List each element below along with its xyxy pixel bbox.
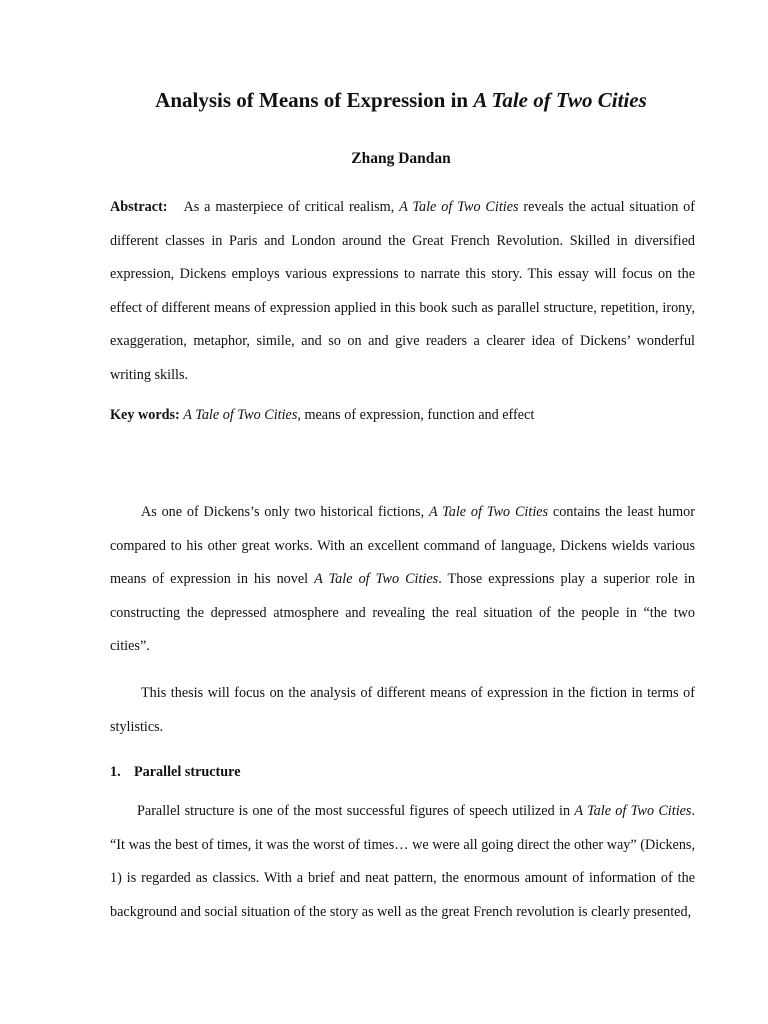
intro-paragraph-1 xyxy=(110,496,695,664)
section-paragraph xyxy=(110,795,695,929)
abstract-text-1: As a masterpiece of critical realism, xyxy=(183,199,400,215)
para1-text-3: . Those expressions play a superior role in constructing the depressed atmosphere and revealing the real situation of the people in “the two cities”. xyxy=(110,571,695,654)
author-name: Zhang Dandan xyxy=(351,150,451,167)
section-number: 1. xyxy=(110,764,121,780)
para2-text-1: This thesis will focus on the analysis of different means of expression in the fiction in terms of stylistics. xyxy=(110,685,695,735)
para1-book-title-2: A Tale of Two Cities xyxy=(314,571,439,587)
abstract-text-2: reveals the actual situation of different classes in Paris and London around the Great French Revolution. Skilled in diversified expression, Dickens employs various expressions to narrate this story. This essay will focus on the effect of different means of expression applied in this book such as parallel structure, repetition, irony, exaggeration, metaphor, simile, and so on and give readers a clearer idea of Dickens’ wonderful writing skills. xyxy=(110,199,695,383)
section-title: Parallel structure xyxy=(134,764,241,780)
keywords-book-title: A Tale of Two Cities xyxy=(183,407,298,423)
keywords-line xyxy=(110,405,695,425)
para3-book-title: A Tale of Two Cities xyxy=(574,803,692,819)
para1-text-2: contains the least humor compared to his other great works. With an excellent command of language, Dickens wields various means of expression in his novel xyxy=(110,504,695,587)
para1-text-1: As one of Dickens’s only two historical fictions, xyxy=(141,504,429,520)
title-italic-book-name: A Tale of Two Cities xyxy=(473,88,647,112)
keywords-text: , means of expression, function and effect xyxy=(297,407,535,423)
para1-book-title-1: A Tale of Two Cities xyxy=(428,504,549,520)
section-heading xyxy=(110,762,241,782)
para3-text-1: Parallel structure is one of the most successful figures of speech utilized in xyxy=(137,803,575,819)
abstract-book-title: A Tale of Two Cities xyxy=(399,199,519,215)
intro-paragraph-2 xyxy=(110,677,695,744)
para3-text-2: . “It was the best of times, it was the worst of times… we were all going direct the other way” (Dickens, 1) is regarded as classics. With a brief and neat pattern, the enormous amount of information of the background and social situation of the story as well as the great French revolution is clearly presented, xyxy=(110,803,695,920)
abstract-paragraph xyxy=(110,191,695,392)
keywords-label: Key words: xyxy=(110,407,180,423)
abstract-label: Abstract: xyxy=(110,199,168,215)
document-title xyxy=(0,87,768,113)
title-text: Analysis of Means of Expression in xyxy=(155,88,474,112)
